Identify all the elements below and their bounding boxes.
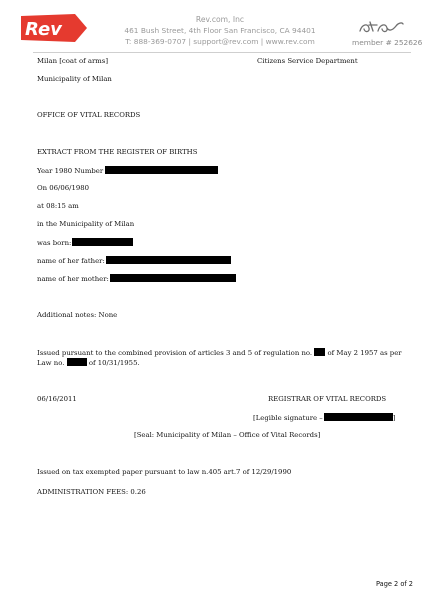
signature-line: [253, 413, 395, 423]
issued-text-1b: of May 2 1957 as per: [327, 349, 402, 357]
redaction-bar: [106, 256, 231, 264]
registrar-title: REGISTRAR OF VITAL RECORDS: [268, 395, 387, 403]
year-number-label: Year 1980 Number: [37, 167, 104, 175]
page-number: Page 2 of 2: [376, 580, 413, 588]
header-contact-block: [110, 14, 330, 47]
year-number-line: [37, 166, 218, 176]
issued-line-2: [37, 358, 140, 368]
company-address: 461 Bush Street, 4th Floor San Francisco, CA 94401: [124, 26, 316, 35]
department-line: Citizens Service Department: [257, 57, 358, 65]
birth-time-line: at 08:15 am: [37, 202, 79, 210]
seal-line: [Seal: Municipality of Milan – Office of Vital Records]: [134, 431, 321, 439]
issued-text-2a: Law no.: [37, 359, 65, 367]
birth-place-line: in the Municipality of Milan: [37, 220, 135, 228]
municipality-line: Municipality of Milan: [37, 75, 112, 83]
additional-notes-line: Additional notes: None: [37, 311, 118, 319]
tax-exempt-line: Issued on tax exempted paper pursuant to law n.405 art.7 of 12/29/1990: [37, 468, 292, 476]
signature-close: ]: [392, 414, 396, 422]
father-label: name of her father:: [37, 257, 105, 265]
mother-label: name of her mother:: [37, 275, 109, 283]
issued-text-2b: of 10/31/1955.: [88, 359, 140, 367]
issued-text-1a: Issued pursuant to the combined provision of articles 3 and 5 of regulation no.: [37, 349, 313, 357]
rev-logo: [17, 10, 91, 46]
header-divider: [33, 52, 411, 53]
redaction-bar: [324, 413, 393, 421]
redaction-bar: [110, 274, 236, 282]
father-name-line: [37, 256, 231, 266]
signature-label: [Legible signature –: [253, 414, 323, 422]
mother-name-line: [37, 274, 236, 284]
redaction-bar: [72, 238, 133, 246]
redaction-bar: [105, 166, 218, 174]
member-number: member # 252626: [352, 38, 423, 47]
issue-date: 06/16/2011: [37, 395, 77, 403]
born-label: was born:: [37, 239, 72, 247]
ata-logo: [356, 16, 406, 36]
issued-line-1: [37, 348, 402, 358]
redaction-bar: [67, 358, 87, 366]
birth-date-line: On 06/06/1980: [37, 184, 89, 192]
born-name-line: [37, 238, 133, 248]
company-contact: T: 888-369-0707 | support@rev.com | www.rev.com: [125, 37, 315, 46]
svg-text:Rev: Rev: [25, 19, 62, 40]
coat-of-arms-line: Milan [coat of arms]: [37, 57, 109, 65]
extract-title: EXTRACT FROM THE REGISTER OF BIRTHS: [37, 148, 198, 156]
company-name: Rev.com, Inc: [195, 15, 245, 24]
fees-line: ADMINISTRATION FEES: 0.26: [37, 488, 146, 496]
office-title: OFFICE OF VITAL RECORDS: [37, 111, 141, 119]
redaction-bar: [314, 348, 325, 356]
